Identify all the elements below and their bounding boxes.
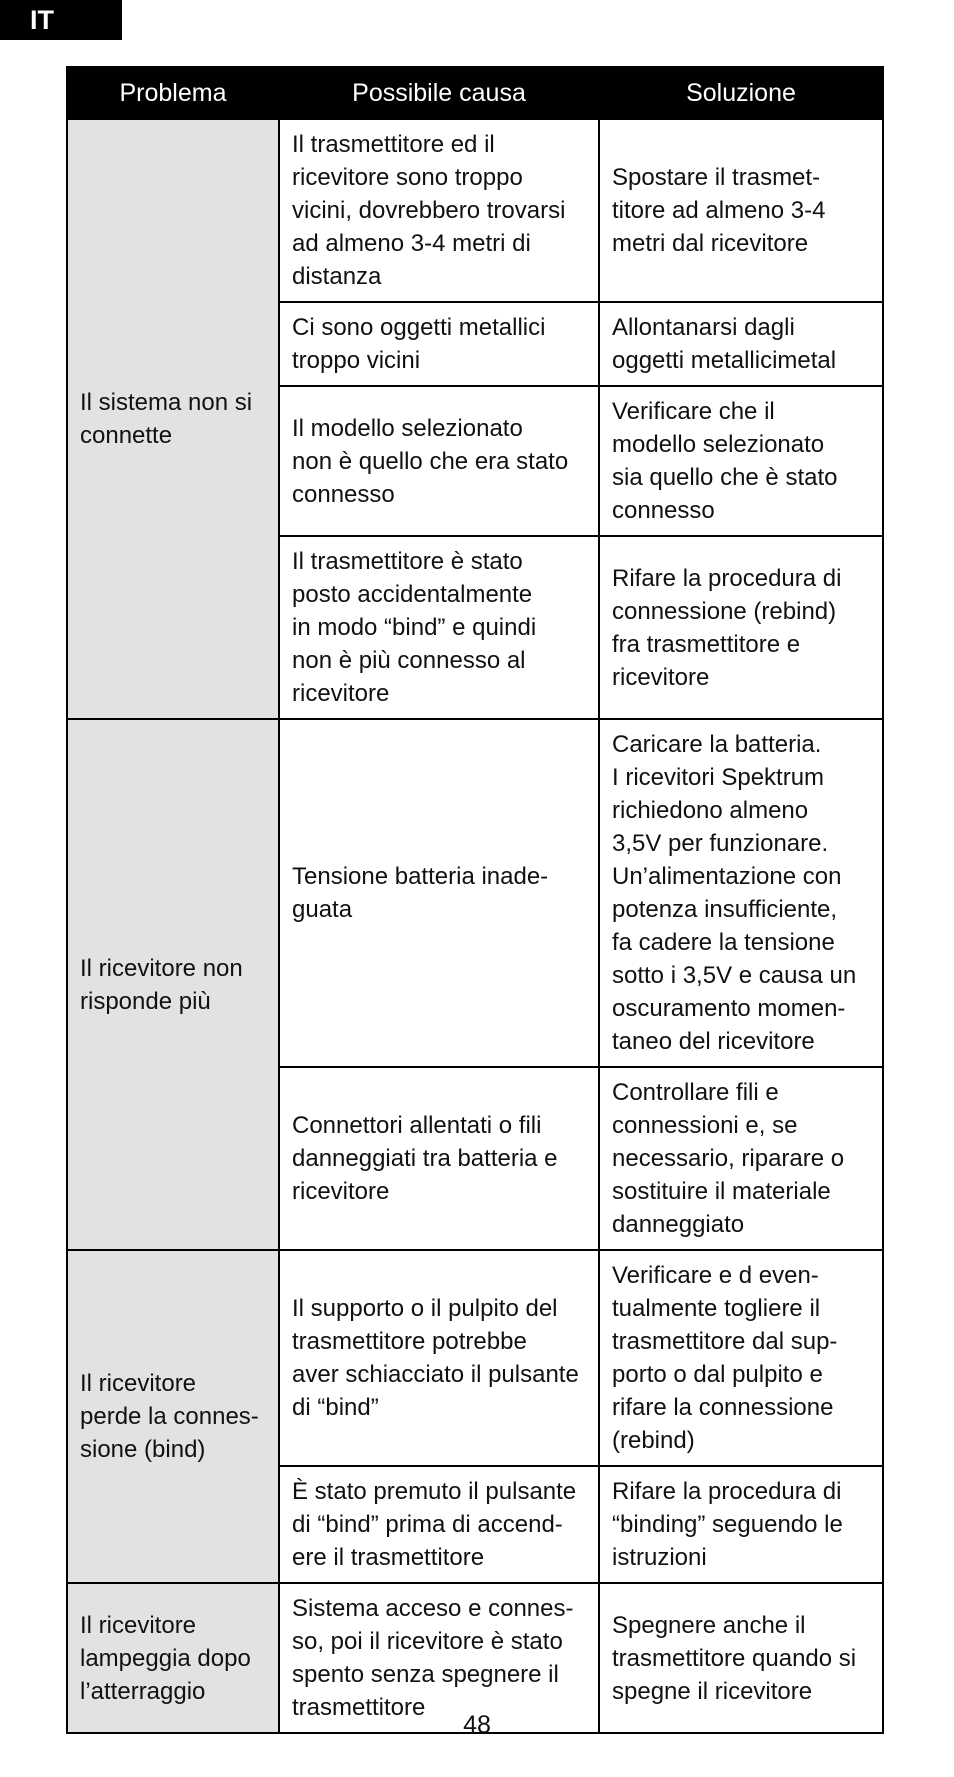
cause-cell: Il supporto o il pulpito del trasmettitore potrebbe aver schiacciato il pulsante di “bind”	[279, 1250, 599, 1466]
cause-cell: Il modello selezionato non è quello che era stato connesso	[279, 386, 599, 536]
problem-cell: Il ricevitore perde la connes- sione (bind)	[67, 1250, 279, 1583]
solution-cell: Verificare che il modello selezionato sia quello che è stato connesso	[599, 386, 883, 536]
solution-cell: Rifare la procedura di connessione (rebind) fra trasmettitore e ricevitore	[599, 536, 883, 719]
header-soluzione: Soluzione	[599, 67, 883, 119]
solution-cell: Controllare fili e connessioni e, se necessario, riparare o sostituire il materiale danneggiato	[599, 1067, 883, 1250]
solution-cell: Spostare il trasmet- titore ad almeno 3-4 metri dal ricevitore	[599, 119, 883, 302]
solution-cell: Allontanarsi dagli oggetti metallicimetal	[599, 302, 883, 386]
solution-cell: Caricare la batteria. I ricevitori Spektrum richiedono almeno 3,5V per funzionare. Un’alimentazione con potenza insufficiente, fa cadere la tensione sotto i 3,5V e causa un oscuramento momen- taneo del ricevitore	[599, 719, 883, 1067]
cause-cell: È stato premuto il pulsante di “bind” prima di accend- ere il trasmettitore	[279, 1466, 599, 1583]
table-header-row	[67, 67, 883, 119]
table-row	[67, 1250, 883, 1466]
problem-cell: Il ricevitore lampeggia dopo l’atterraggio	[67, 1583, 279, 1733]
problem-cell: Il ricevitore non risponde più	[67, 719, 279, 1250]
header-possibile-causa: Possibile causa	[279, 67, 599, 119]
cause-cell: Ci sono oggetti metallici troppo vicini	[279, 302, 599, 386]
table-row	[67, 119, 883, 302]
cause-cell: Connettori allentati o fili danneggiati tra batteria e ricevitore	[279, 1067, 599, 1250]
cause-cell: Tensione batteria inade- guata	[279, 719, 599, 1067]
solution-cell: Spegnere anche il trasmettitore quando si spegne il ricevitore	[599, 1583, 883, 1733]
language-tab: IT	[0, 0, 122, 40]
cause-cell: Il trasmettitore ed il ricevitore sono troppo vicini, dovrebbero trovarsi ad almeno 3-4 metri di distanza	[279, 119, 599, 302]
cause-cell: Sistema acceso e connes- so, poi il ricevitore è stato spento senza spegnere il trasmettitore	[279, 1583, 599, 1733]
cause-cell: Il trasmettitore è stato posto accidentalmente in modo “bind” e quindi non è più connesso al ricevitore	[279, 536, 599, 719]
solution-cell: Rifare la procedura di “binding” seguendo le istruzioni	[599, 1466, 883, 1583]
problem-cell: Il sistema non si connette	[67, 119, 279, 719]
header-problema: Problema	[67, 67, 279, 119]
table-row	[67, 719, 883, 1067]
troubleshooting-table	[66, 66, 884, 1734]
solution-cell: Verificare e d even- tualmente togliere il trasmettitore dal sup- porto o dal pulpito e rifare la connessione (rebind)	[599, 1250, 883, 1466]
page-number: 48	[463, 1711, 491, 1739]
